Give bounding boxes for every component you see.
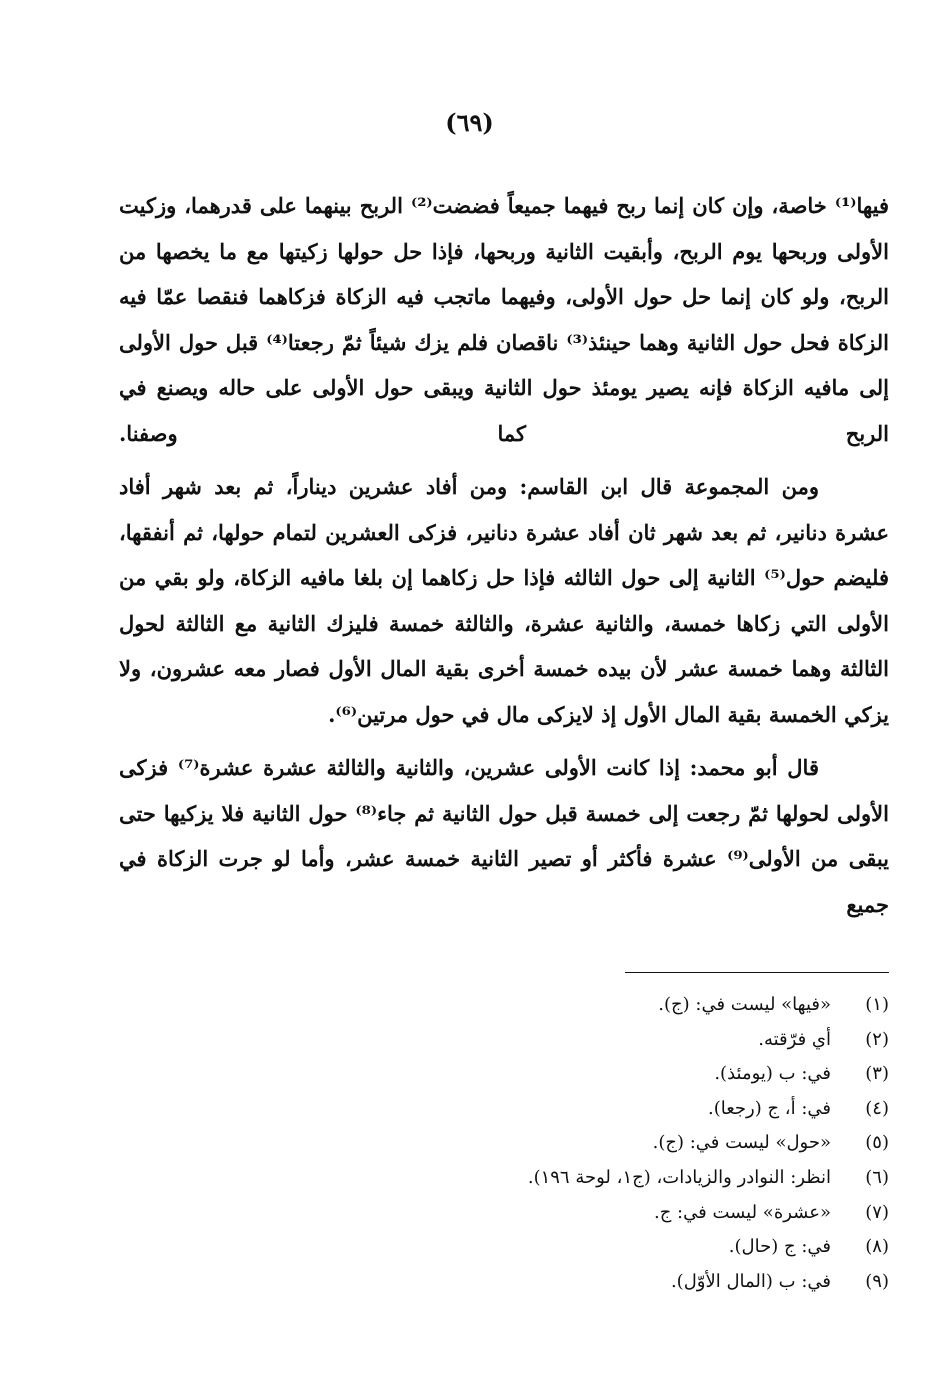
- footnote-text: في: ج (حال).: [728, 1236, 831, 1258]
- footnote-number: (٧): [865, 1201, 889, 1223]
- footnote-number: (٣): [865, 1063, 889, 1085]
- paragraph-2: ومن المجموعة قال ابن القاسم: ومن أفاد عشرين ديناراً، ثم بعد شهر أفاد عشرة دنانير، ثم بعد شهر ثان أفاد عشرة دنانير، فزكى العشرين لتمام حولها، ثم أنفقها، فليضم حول⁽⁵⁾ الثانية إلى حول الثالثه فإذا حل زكاهما إن بلغا مافيه الزكاة، ولو بقي من الأولى التي زكاها خمسة، والثانية عشرة، والثالثة خمسة فليزك الثانية مع الثالثة لحول الثالثة وهما خمسة عشر لأن بيده خمسة أخرى بقية المال الأول فصار معه عشرون، ولا يزكي الخمسة بقية المال الأول إذ لايزكى مال في حول مرتين⁽⁶⁾.: [119, 474, 889, 727]
- main-text: [119, 183, 889, 935]
- footnote-8: [189, 1230, 889, 1265]
- footnote-number: (٥): [865, 1132, 889, 1154]
- footnote-number: (٨): [865, 1236, 889, 1258]
- footnote-text: «فيها» ليست في: (ج).: [658, 994, 831, 1015]
- footnote-6: [189, 1161, 889, 1196]
- footnote-number: (٦): [865, 1166, 889, 1188]
- footnote-3: [189, 1057, 889, 1092]
- footnote-2: [189, 1023, 889, 1058]
- paragraph-1: فيها⁽¹⁾ خاصة، وإن كان إنما ربح فيهما جميعاً فضضت⁽²⁾ الربح بينهما على قدرهما، وزكيت الأولى وربحها يوم الربح، وأبقيت الثانية وربحها، فإذا حل حولها زكيتها مع ما يخصها من الربح، ولو كان إنما حل حول الأولى، وفيهما ماتجب فيه الزكاة فزكاهما فنقصا عمّا فيه الزكاة فحل حول الثانية وهما حينئذ⁽³⁾ ناقصان فلم يزك شيئاً ثمّ رجعتا⁽⁴⁾ قبل حول الأولى إلى مافيه الزكاة فإنه يصير يومئذ حول الثانية ويبقى حول الأولى على حاله ويصنع في الربح كما وصفنا.: [119, 193, 889, 446]
- footnote-number: (١): [865, 994, 889, 1015]
- footnote-7: [189, 1196, 889, 1231]
- footnote-text: أي فرّقته.: [758, 1028, 831, 1050]
- footnote-5: [189, 1126, 889, 1161]
- footnote-4: [189, 1092, 889, 1127]
- footnote-1: [189, 988, 889, 1023]
- footnote-text: «حول» ليست في: (ج).: [652, 1132, 831, 1154]
- footnote-text: في: ب (المال الأوّل).: [670, 1270, 831, 1292]
- footnote-text: «عشرة» ليست في: ج.: [653, 1201, 831, 1223]
- footnote-text: في: أ، ج (رجعا).: [707, 1097, 831, 1119]
- footnotes-list: [189, 988, 889, 1299]
- footnote-9: [189, 1265, 889, 1300]
- footnote-divider: [625, 972, 889, 973]
- footnote-number: (٢): [865, 1028, 889, 1050]
- footnote-number: (٤): [865, 1097, 889, 1119]
- footnote-text: في: ب (يومئذ).: [714, 1063, 831, 1085]
- footnote-text: انظر: النوادر والزيادات، (ج١، لوحة ١٩٦).: [527, 1166, 831, 1188]
- footnote-number: (٩): [865, 1270, 889, 1292]
- page-number: (٦٩): [445, 108, 494, 137]
- paragraph-3: قال أبو محمد: إذا كانت الأولى عشرين، والثانية والثالثة عشرة عشرة⁽⁷⁾ فزكى الأولى لحولها ثمّ رجعت إلى خمسة قبل حول الثانية ثم جاء⁽⁸⁾ حول الثانية فلا يزكيها حتى يبقى من الأولى⁽⁹⁾ عشرة فأكثر أو تصير الثانية خمسة عشر، وأما لو جرت الزكاة في جميع: [119, 755, 889, 917]
